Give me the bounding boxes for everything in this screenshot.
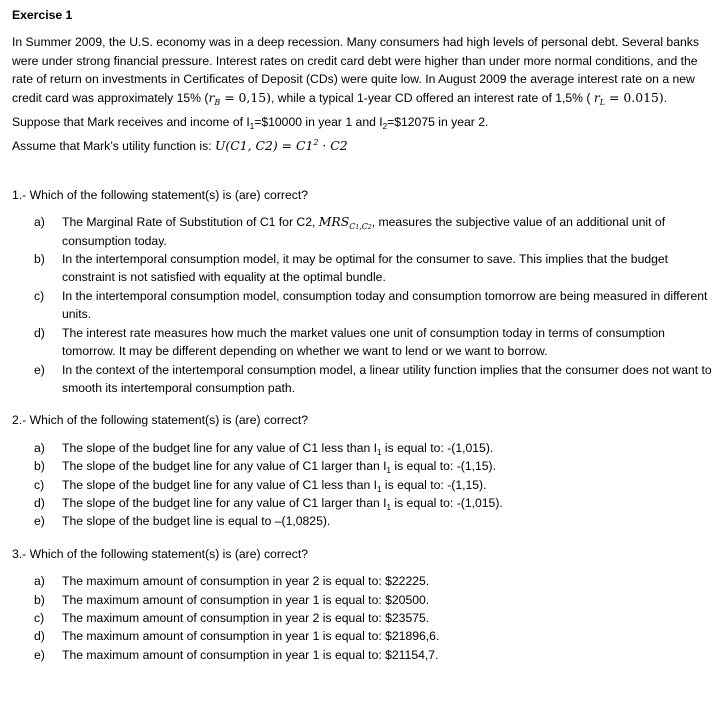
question-2: 2.- Which of the following statement(s) is (are) correct? bbox=[12, 413, 308, 428]
intro-paragraph: In Summer 2009, the U.S. economy was in a deep recession. Many consumers had high levels of personal debt. Several banks were under strong financial pressure. Interest rates on credit card debt were higher than under more normal conditions, and the rate of return on investments in Certificates of Deposit (CDs) were quite low. In August 2009 the average interest rate on a new credit card was approximately 15% $(r_B = 0,15)$, while a typical 1-year CD offered an interest rate of 1,5% ( $r_L = 0.015$). bbox=[12, 35, 699, 107]
option-2c: c) The slope of the budget line for any value of C1 less than $I_1$ is equal to: -(1,15). bbox=[34, 477, 487, 494]
rb-var: $r_B = 0,15$) bbox=[208, 89, 271, 107]
option-2a: a) The slope of the budget line for any value of C1 less than $I_1$ is equal to: -(1,015). bbox=[34, 440, 494, 457]
option-1a: a) The Marginal Rate of Substitution of C1 for C2, $MRS_{C1,C2}$, measures the subjective value of an additional unit of consumption today. bbox=[34, 214, 666, 248]
option-3c: c) The maximum amount of consumption in year 2 is equal to: $23575. bbox=[34, 610, 430, 625]
option-2d: d) The slope of the budget line for any value of C1 larger than $I_1$ is equal to: -(1,015). bbox=[34, 495, 503, 512]
intro-text: In Summer 2009, the U.S. economy was in a deep recession. Many consumers had high levels of personal debt. Several banks were under strong financial pressure. Interest rates on credit card debt were higher than under more normal conditions, and the rate of return on investments in Certificates of Deposit (CDs) were quite low. In August 2009 the average interest rate on a new credit card was approximately 15% ( bbox=[12, 35, 699, 105]
income-line: Suppose that Mark receives and income of $I_1=\$10000$ in year 1 and $I_2=\$12075$ in year 2. bbox=[12, 115, 489, 132]
question-3-options bbox=[12, 572, 712, 664]
option-2e: e) The slope of the budget line is equal to –(1,0825). bbox=[34, 514, 331, 529]
option-3d: d) The maximum amount of consumption in year 1 is equal to: $21896,6. bbox=[34, 629, 440, 644]
question-3: 3.- Which of the following statement(s) is (are) correct? bbox=[12, 546, 308, 561]
intro-text-mid: , while a typical 1-year CD offered an interest rate of 1,5% ( bbox=[270, 90, 594, 105]
utility-formula: U(C1, $C2) = C1^2 \cdot C2$ bbox=[214, 138, 348, 154]
question-1: 1.- Which of the following statement(s) is (are) correct? bbox=[12, 187, 308, 202]
question-2-options bbox=[12, 439, 712, 531]
option-1b: b) In the intertemporal consumption model, it may be optimal for the consumer to save. This implies that the budget constraint is not satisfied with equality at the optimal bundle. bbox=[34, 252, 669, 285]
option-3a: a) The maximum amount of consumption in year 2 is equal to: $22225. bbox=[34, 574, 430, 589]
option-1c: c) In the intertemporal consumption model, consumption today and consumption tomorrow are being measured in different units. bbox=[34, 288, 708, 322]
option-3b: b) The maximum amount of consumption in year 1 is equal to: $20500. bbox=[34, 592, 430, 607]
document-page bbox=[12, 6, 712, 664]
utility-line: Assume that Mark’s utility function is: U(C1, $C2) = C1^2 \cdot C2$ bbox=[12, 138, 348, 154]
option-2b: b) The slope of the budget line for any value of C1 larger than $I_1$ is equal to: -(1,15). bbox=[34, 459, 496, 476]
option-1e: e) In the context of the intertemporal consumption model, a linear utility function implies that the consumer does not want to smooth its intertemporal consumption path. bbox=[34, 362, 712, 395]
question-1-options bbox=[12, 213, 712, 397]
exercise-title: Exercise 1 bbox=[12, 8, 73, 22]
rl-var: $r_L = 0.015$) bbox=[593, 89, 664, 107]
option-3e: e) The maximum amount of consumption in year 1 is equal to: $21154,7. bbox=[34, 647, 439, 662]
option-1d: d) The interest rate measures how much the market values one unit of consumption today in terms of consumption tomorrow. It may be different depending on whether we want to lend or we want to borrow. bbox=[34, 325, 665, 359]
